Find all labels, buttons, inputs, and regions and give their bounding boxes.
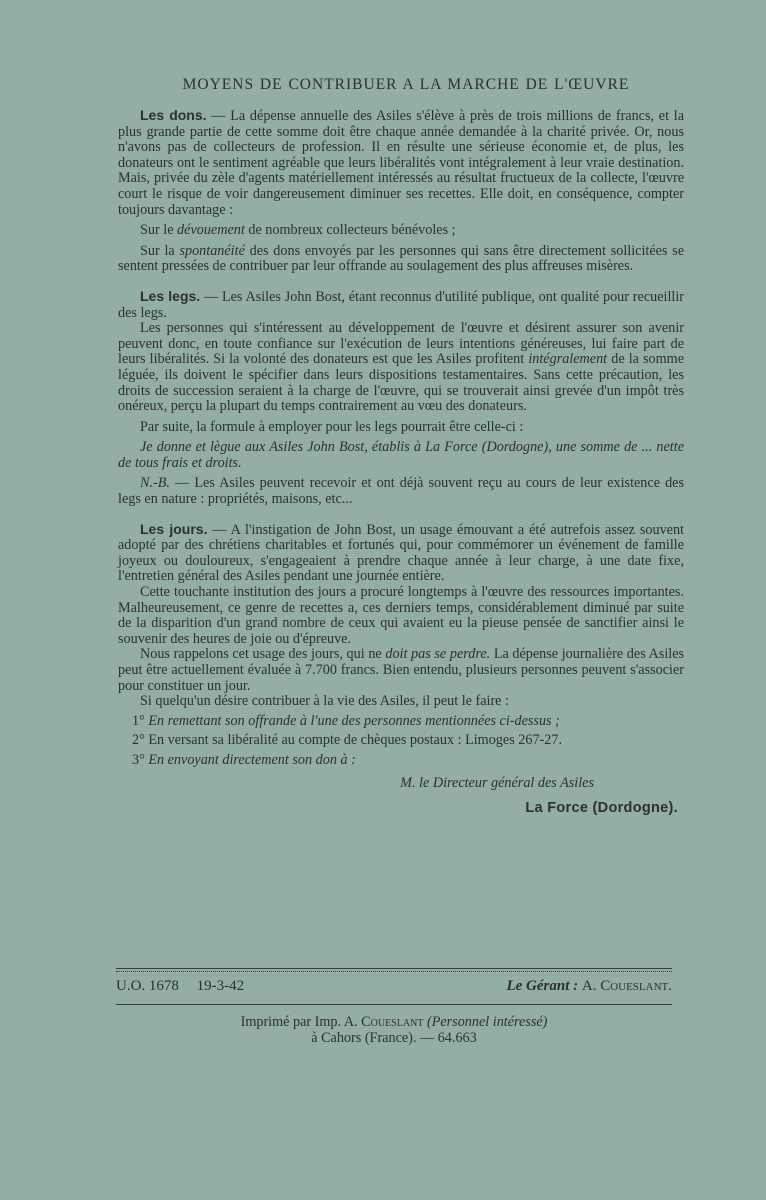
legs-nota-bene: N.-B. — Les Asiles peuvent recevoir et ont déjà souvent reçu au cours de leur existence des legs en nature : propriétés, maisons, etc... <box>118 475 684 508</box>
legs-paragraph-1: — Les Asiles John Bost, étant reconnus d'utilité publique, ont qualité pour recueillir des legs. <box>118 288 685 321</box>
legs-formula: Je donne et lègue aux Asiles John Bost, établis à La Force (Dordogne), une somme de ... nette de tous frais et droits. <box>118 439 684 471</box>
dons-paragraph-2: Sur le dévouement de nombreux collecteurs bénévoles ; <box>140 222 456 239</box>
page-title: MOYENS DE CONTRIBUER A LA MARCHE DE L'ŒUVRE <box>182 76 630 93</box>
dons-paragraph-1: — La dépense annuelle des Asiles s'élève à près de trois millions de francs, et la plus grande partie de cette somme doit être chaque année demandée à la charité privée. Or, nous n'avons pas de collecteurs de profession. Il en résulte une sérieuse économie et, de plus, les donateurs ont le sentiment agréable que leurs libéralités vont intégralement à leur vraie destination. Mais, privée du zèle d'agents matériellement intéressés au résultat fructueux de la collecte, l'œuvre court le risque de voir dangereusement diminuer ses recettes. Elle doit, en conséquence, compter toujours davantage : <box>118 108 685 218</box>
imprint-divider <box>116 1004 672 1005</box>
legs-paragraph-3: Par suite, la formule à employer pour les legs pourrait être celle-ci : <box>140 418 524 435</box>
jours-paragraph-3: Nous rappelons cet usage des jours, qui ne doit pas se perdre. La dépense journalière des Asiles peut être actuellement évaluée à 7.700 francs. Bien entendu, plusieurs personnes peuvent s'associer pour constituer un jour. <box>118 646 685 694</box>
imprint-line-1: Imprimé par Imp. A. Coueslant (Personnel intéressé) <box>240 1014 548 1030</box>
legs-paragraph-2: Les personnes qui s'intéressent au développement de l'œuvre et désirent assurer son avenir peuvent donc, en toute confiance sur l'exécution de leurs intentions généreuses, lui faire part de leurs libéralités. Si la volonté des donateurs est que les Asiles profitent intégralement de la somme léguée, ils doivent le spécifier dans leurs dispositions testamentaires. Sans cette précaution, les droits de succession seraient à la charge de l'œuvre, qui se trouverait ainsi grevée d'un impôt très onéreux, perçu la plupart du temps contrairement au vœu des donateurs. <box>118 320 685 415</box>
option-3: 3° En envoyant directement son don à : <box>132 751 356 768</box>
imprint-line-2: à Cahors (France). — 64.663 <box>311 1030 477 1046</box>
main-content <box>118 76 684 816</box>
jours-paragraph-4: Si quelqu'un désire contribuer à la vie des Asiles, il peut le faire : <box>140 693 509 710</box>
option-1: 1° En remettant son offrande à l'une des personnes mentionnées ci-dessus ; <box>132 712 560 729</box>
address-line-1: M. le Directeur général des Asiles <box>400 774 594 791</box>
footer-reference: U.O. 1678 <box>116 978 179 994</box>
footer-divider <box>116 968 672 969</box>
heading-legs: Les legs. <box>140 287 201 304</box>
imprint <box>116 1014 672 1046</box>
footer-divider-dotted <box>116 971 672 972</box>
jours-paragraph-2: Cette touchante institution des jours a procuré longtemps à l'œuvre des ressources importantes. Malheureusement, ce genre de recettes a, ces derniers temps, considérablement diminué par suite de la disparition d'un grand nombre de ceux qui avaient eu la pieuse pensée de sanctifier ainsi le souvenir des heures de joie ou d'épreuve. <box>118 584 684 647</box>
jours-paragraph-1: — A l'instigation de John Bost, un usage émouvant a été autrefois assez souvent adopté par des chrétiens charitables et fortunés qui, pour commémorer un événement de famille joyeux ou douloureux, s'engageaient à prendre chaque année à leur charge, à une date fixe, l'entretien général des Asiles pendant une journée entière. <box>118 521 684 585</box>
heading-jours: Les jours. <box>140 520 208 537</box>
address-line-2: La Force (Dordogne). <box>525 799 678 816</box>
footer-date: 19-3-42 <box>196 978 245 994</box>
section-jours <box>118 522 684 816</box>
gerant-name: A. Coueslant. <box>581 978 672 994</box>
contribution-options <box>118 714 684 769</box>
section-dons <box>118 108 684 275</box>
footer-row <box>116 978 672 995</box>
option-2: 2° En versant sa libéralité au compte de chèques postaux : Limoges 267-27. <box>132 732 563 749</box>
dons-paragraph-3: Sur la spontanéité des dons envoyés par les personnes qui sans être directement sollicitées se sentent pressées de contribuer par leur offrande au soulagement des plus affreuses misères. <box>118 242 685 275</box>
heading-dons: Les dons. <box>140 107 207 123</box>
gerant-label: Le Gérant : <box>506 978 579 994</box>
section-legs <box>118 289 684 508</box>
